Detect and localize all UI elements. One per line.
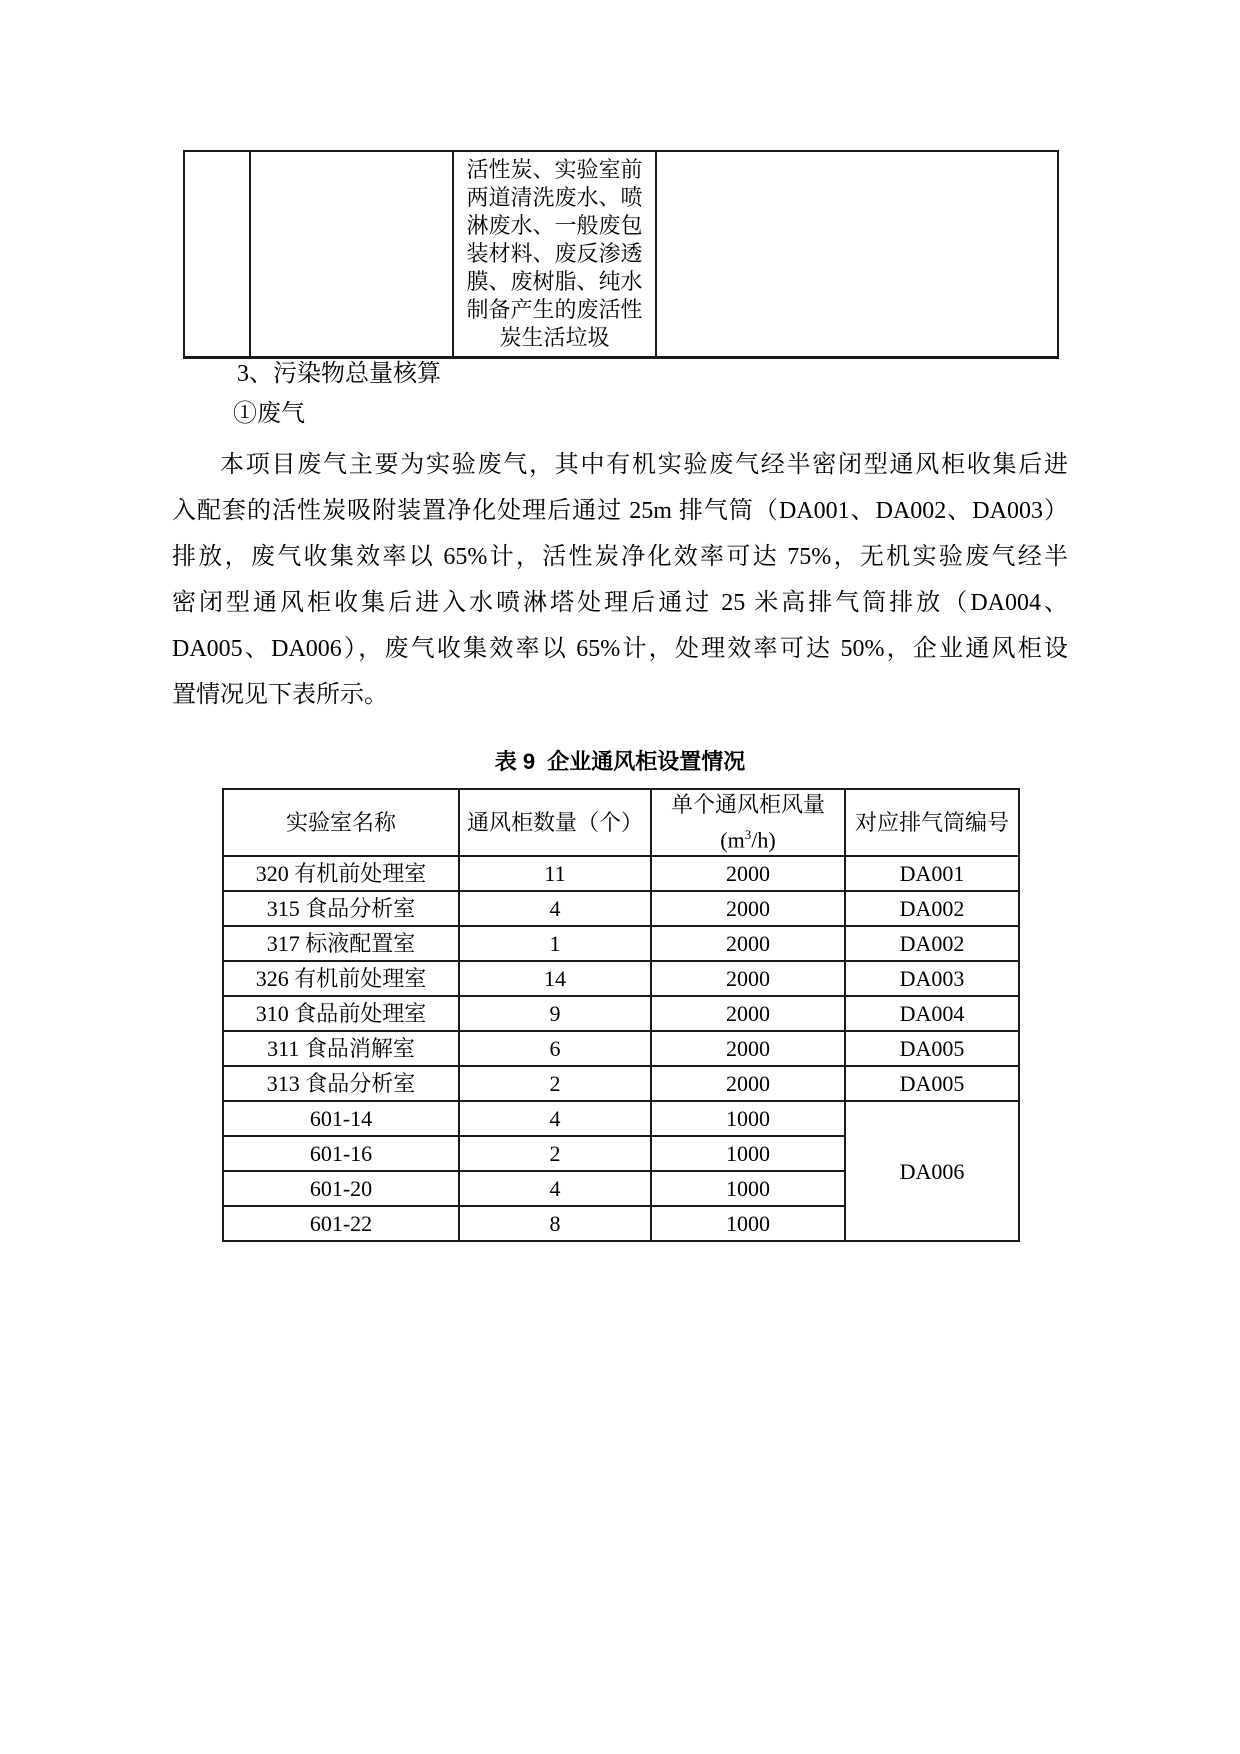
stack-cell: DA003 <box>845 961 1019 996</box>
stack-cell: DA002 <box>845 891 1019 926</box>
table-row <box>223 1031 1019 1066</box>
top-table-cell-empty-1 <box>184 151 250 358</box>
table-row <box>223 1066 1019 1101</box>
unit-sup: 3 <box>744 827 752 842</box>
unit-post: /h) <box>751 827 776 853</box>
paragraph-line: DA005、DA006），废气收集效率以 65%计，处理效率可达 50%，企业通风柜设 <box>172 636 1068 662</box>
lab-cell: 601-20 <box>223 1171 459 1206</box>
paragraph-line: 本项目废气主要为实验废气，其中有机实验废气经半密闭型通风柜收集后进 <box>220 452 1068 478</box>
count-cell: 1 <box>459 926 651 961</box>
count-cell: 11 <box>459 856 651 891</box>
paragraph-line: 排放，废气收集效率以 65%计，活性炭净化效率可达 75%，无机实验废气经半 <box>172 544 1068 570</box>
waste-list-line: 炭生活垃圾 <box>499 325 610 350</box>
paragraph-line: 入配套的活性炭吸附装置净化处理后通过 25m 排气筒（DA001、DA002、DA003） <box>172 498 1068 524</box>
top-table <box>183 150 1059 359</box>
table-row <box>223 891 1019 926</box>
lab-cell: 601-22 <box>223 1206 459 1241</box>
waste-list-text <box>454 152 655 356</box>
count-cell: 4 <box>459 1171 651 1206</box>
stack-cell: DA001 <box>845 856 1019 891</box>
count-cell: 2 <box>459 1066 651 1101</box>
lab-cell: 320 有机前处理室 <box>223 856 459 891</box>
count-cell: 8 <box>459 1206 651 1241</box>
paragraph-line: 密闭型通风柜收集后进入水喷淋塔处理后通过 25 米高排气筒排放（DA004、 <box>172 590 1068 616</box>
header-count: 通风柜数量（个） <box>459 789 651 856</box>
count-cell: 2 <box>459 1136 651 1171</box>
airflow-cell: 1000 <box>651 1136 845 1171</box>
stack-cell: DA005 <box>845 1066 1019 1101</box>
top-table-cell-empty-2 <box>250 151 453 358</box>
table9-caption: 表 9 企业通风柜设置情况 <box>494 749 746 774</box>
section-heading: 3、污染物总量核算 <box>237 361 441 387</box>
subsection-heading: ①废气 <box>233 401 305 427</box>
count-cell: 9 <box>459 996 651 1031</box>
table-row <box>223 996 1019 1031</box>
waste-list-line: 活性炭、实验室前 <box>466 157 643 182</box>
airflow-cell: 2000 <box>651 926 845 961</box>
lab-cell: 601-14 <box>223 1101 459 1136</box>
airflow-cell: 1000 <box>651 1171 845 1206</box>
stack-cell: DA002 <box>845 926 1019 961</box>
airflow-cell: 2000 <box>651 856 845 891</box>
airflow-cell: 1000 <box>651 1206 845 1241</box>
header-airflow-line1: 单个通风柜风量 <box>670 792 825 817</box>
top-table-row <box>184 151 1058 358</box>
unit-pre: (m <box>720 827 745 853</box>
airflow-cell: 2000 <box>651 996 845 1031</box>
airflow-cell: 2000 <box>651 891 845 926</box>
table-row <box>223 926 1019 961</box>
body-paragraph <box>172 442 1068 718</box>
waste-list-line: 装材料、废反渗透 <box>466 241 643 266</box>
stack-cell: DA004 <box>845 996 1019 1031</box>
waste-list-line: 膜、废树脂、纯水 <box>466 269 643 294</box>
waste-list-line: 淋废水、一般废包 <box>466 213 643 238</box>
lab-cell: 326 有机前处理室 <box>223 961 459 996</box>
lab-cell: 315 食品分析室 <box>223 891 459 926</box>
airflow-cell: 2000 <box>651 961 845 996</box>
airflow-cell: 1000 <box>651 1101 845 1136</box>
stack-cell-merged: DA006 <box>845 1101 1019 1241</box>
table9 <box>222 788 1020 1242</box>
lab-cell: 317 标液配置室 <box>223 926 459 961</box>
header-airflow <box>651 789 845 856</box>
top-table-cell-empty-3 <box>656 151 1058 358</box>
header-lab: 实验室名称 <box>223 789 459 856</box>
table9-header-row <box>223 789 1019 856</box>
table-row <box>223 961 1019 996</box>
stack-cell: DA005 <box>845 1031 1019 1066</box>
waste-list-line: 制备产生的废活性 <box>466 297 643 322</box>
airflow-cell: 2000 <box>651 1066 845 1101</box>
paragraph-line: 置情况见下表所示。 <box>172 682 388 708</box>
count-cell: 6 <box>459 1031 651 1066</box>
lab-cell: 310 食品前处理室 <box>223 996 459 1031</box>
count-cell: 4 <box>459 1101 651 1136</box>
lab-cell: 313 食品分析室 <box>223 1066 459 1101</box>
lab-cell: 311 食品消解室 <box>223 1031 459 1066</box>
waste-list-line: 两道清洗废水、喷 <box>466 185 643 210</box>
table-row <box>223 1101 1019 1136</box>
count-cell: 14 <box>459 961 651 996</box>
table-row <box>223 856 1019 891</box>
top-table-cell-waste-list <box>453 151 656 358</box>
header-stack: 对应排气筒编号 <box>845 789 1019 856</box>
count-cell: 4 <box>459 891 651 926</box>
airflow-cell: 2000 <box>651 1031 845 1066</box>
header-airflow-unit <box>652 820 844 855</box>
lab-cell: 601-16 <box>223 1136 459 1171</box>
